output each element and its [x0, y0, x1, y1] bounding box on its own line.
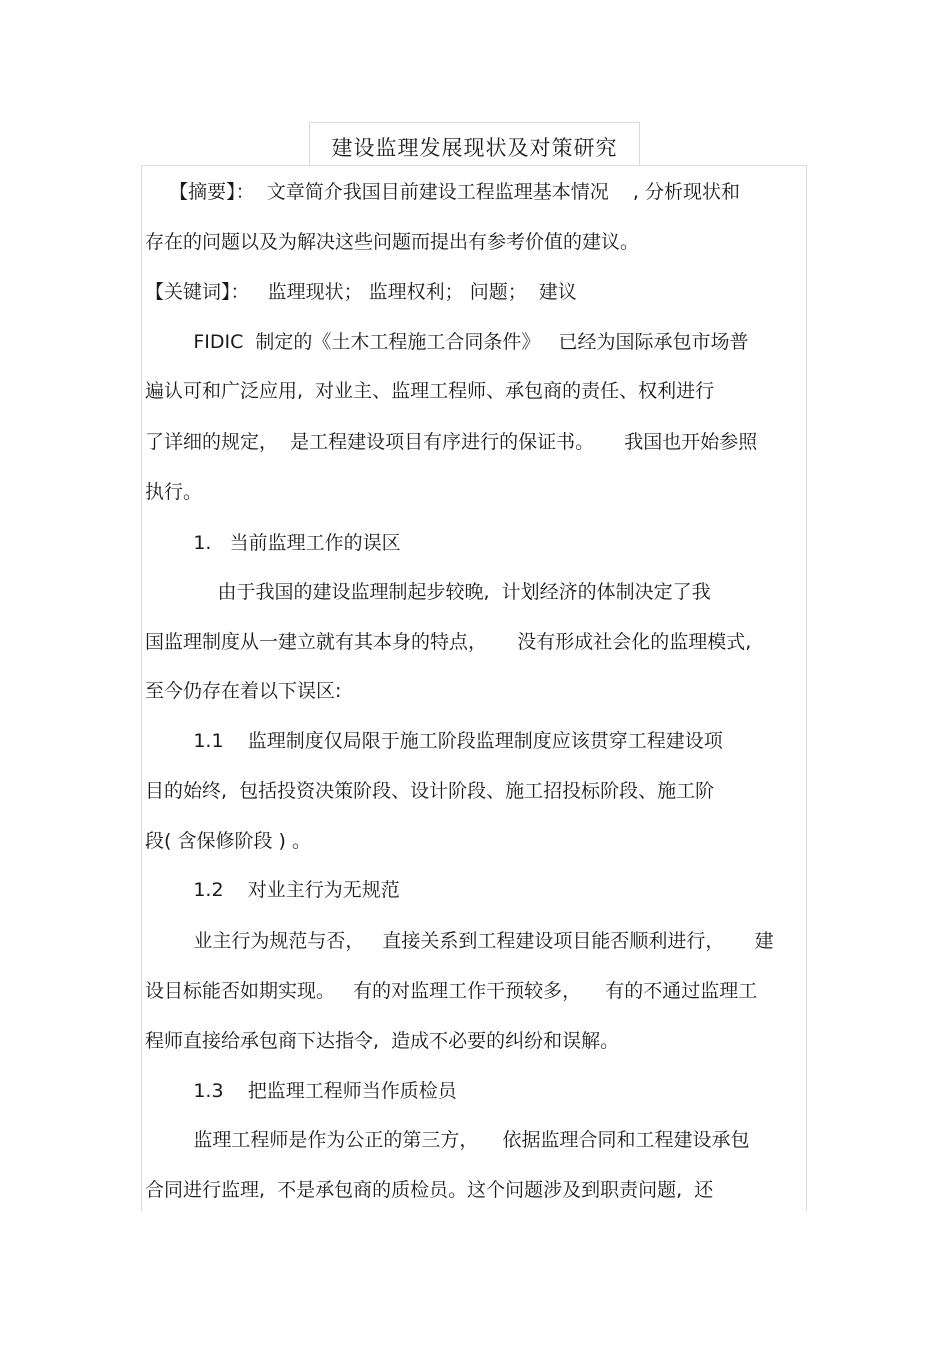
text-line: 【关键词】： 监理现状； 监理权利； 问题； 建议: [145, 281, 577, 303]
text-line: 监理工程师是作为公正的第三方， 依据监理合同和工程建设承包: [145, 1129, 750, 1151]
text-line: 1.1 监理制度仅局限于施工阶段监理制度应该贯穿工程建设项: [145, 730, 723, 752]
text-line: 至今仍存在着以下误区:: [145, 680, 342, 702]
document-title: 建设监理发展现状及对策研究: [331, 136, 618, 160]
text-line: 1.2 对业主行为无规范: [145, 879, 400, 901]
text-line: 由于我国的建设监理制起步较晚, 计划经济的体制决定了我: [145, 581, 711, 603]
text-line: 1. 当前监理工作的误区: [145, 532, 401, 554]
text-line: 存在的问题以及为解决这些问题而提出有参考价值的建议。: [145, 231, 640, 253]
text-line: 业主行为规范与否， 直接关系到工程建设项目能否顺利进行， 建: [145, 930, 774, 952]
text-line: 设目标能否如期实现。 有的对监理工作干预较多， 有的不通过监理工: [145, 980, 758, 1002]
text-line: FIDIC 制定的《土木工程施工合同条件》 已经为国际承包市场普: [145, 331, 749, 353]
text-line: 程师直接给承包商下达指令, 造成不必要的纠纷和误解。: [145, 1030, 620, 1052]
text-line: 【摘要】： 文章简介我国目前建设工程监理基本情况 , 分析现状和: [145, 181, 740, 203]
text-line: 1.3 把监理工程师当作质检员: [145, 1080, 457, 1102]
text-line: 了详细的规定， 是工程建设项目有序进行的保证书。 我国也开始参照: [145, 431, 758, 453]
text-line: 国监理制度从一建立就有其本身的特点， 没有形成社会化的监理模式,: [145, 631, 752, 653]
text-line: 目的始终, 包括投资决策阶段、设计阶段、施工招投标阶段、施工阶: [145, 780, 715, 802]
text-line: 执行。: [145, 481, 203, 503]
text-line: 段( 含保修阶段 ) 。: [145, 830, 311, 852]
text-line: 遍认可和广泛应用, 对业主、监理工程师、承包商的责任、权利进行: [145, 380, 715, 402]
title-box: [309, 122, 640, 165]
text-line: 合同进行监理, 不是承包商的质检员。这个问题涉及到职责问题, 还: [145, 1179, 714, 1201]
